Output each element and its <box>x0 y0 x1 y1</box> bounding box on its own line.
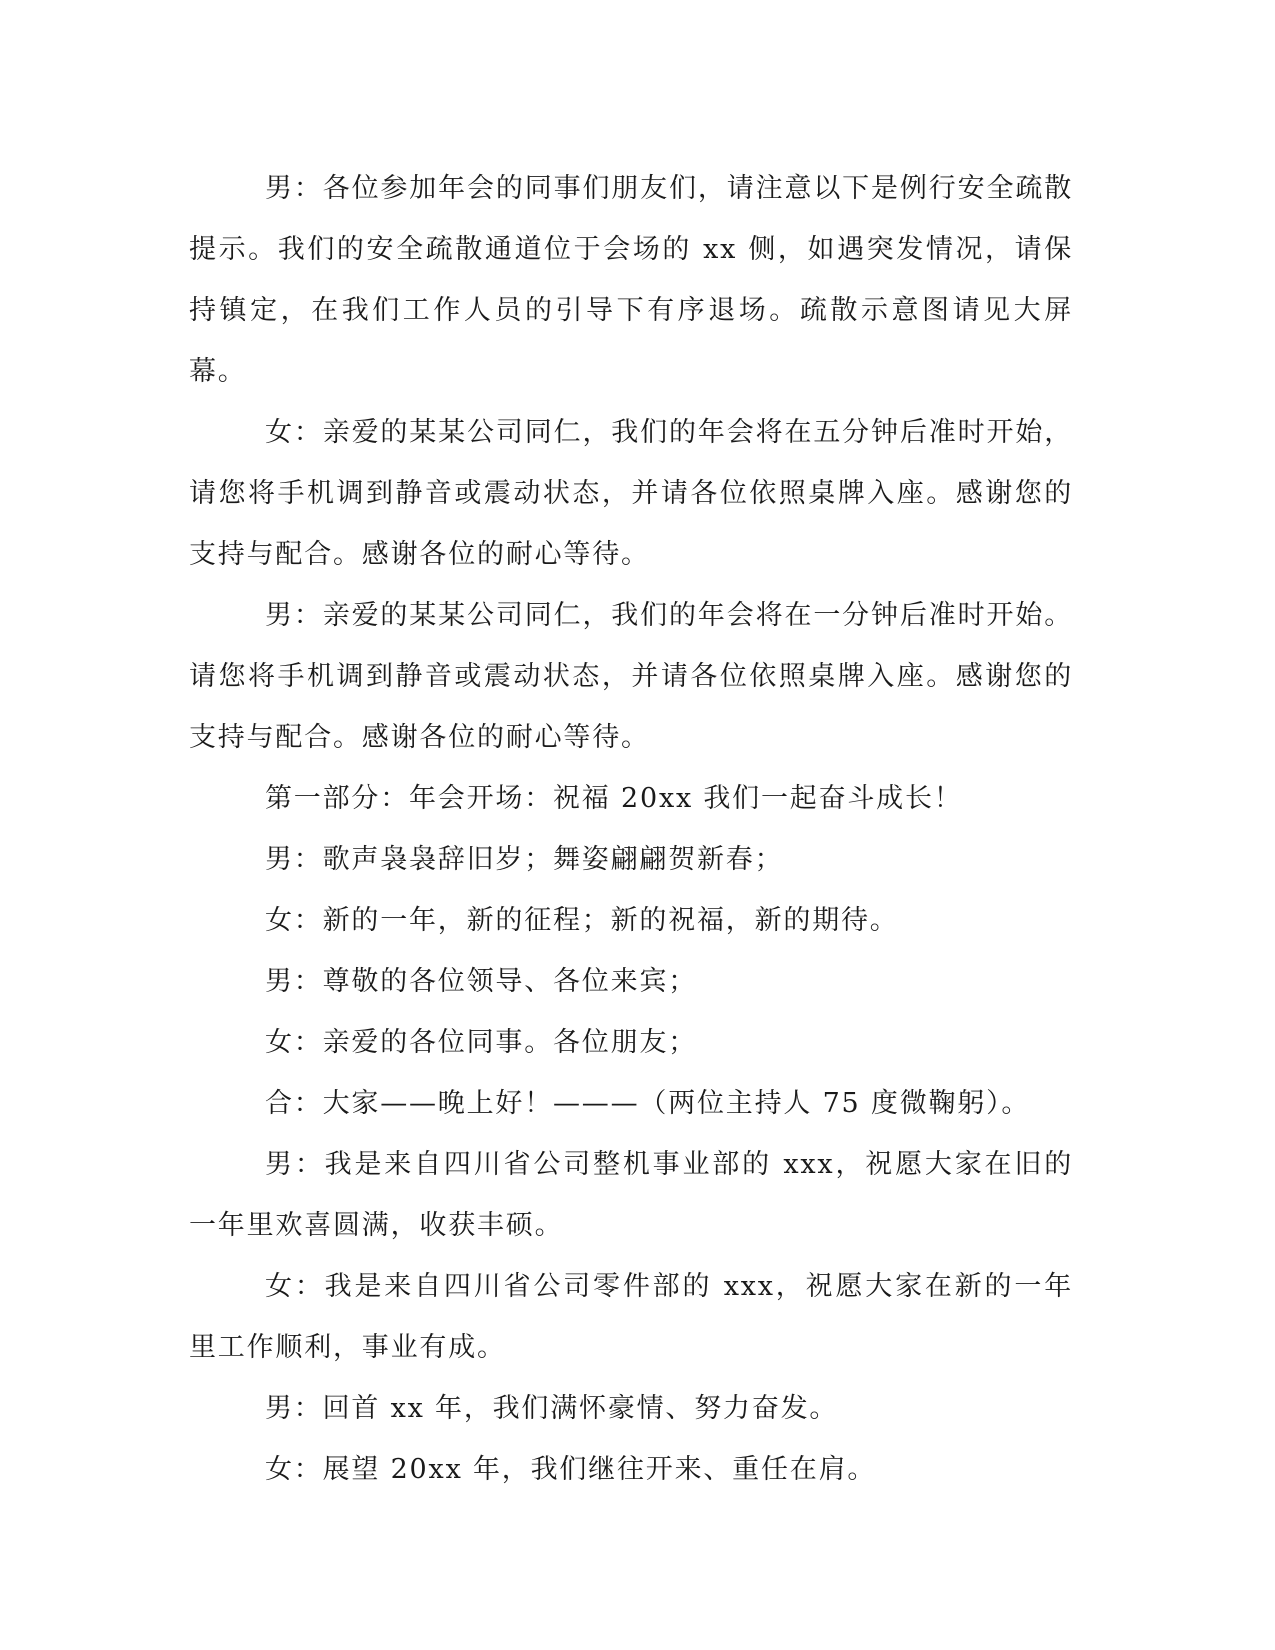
paragraph-male-intro: 男：我是来自四川省公司整机事业部的 xxx，祝愿大家在旧的一年里欢喜圆满，收获丰硕。 <box>189 1149 1073 1241</box>
section-heading-part-one: 第一部分：年会开场：祝福 20xx 我们一起奋斗成长！ <box>265 783 963 814</box>
paragraph-five-minute-notice: 女：亲爱的某某公司同仁，我们的年会将在五分钟后准时开始，请您将手机调到静音或震动状态，并请各位依照桌牌入座。感谢您的支持与配合。感谢各位的耐心等待。 <box>189 417 1073 570</box>
paragraph-female-line: 女：展望 20xx 年，我们继往开来、重任在肩。 <box>265 1454 877 1485</box>
paragraph-male-line: 男：歌声袅袅辞旧岁；舞姿翩翩贺新春； <box>265 844 784 875</box>
paragraph-female-line: 女：亲爱的各位同事。各位朋友； <box>265 1027 697 1058</box>
document-body <box>189 158 1073 1500</box>
paragraph-together-line: 合：大家——晚上好！———（两位主持人 75 度微鞠躬）。 <box>265 1088 1031 1119</box>
paragraph-male-line: 男：尊敬的各位领导、各位来宾； <box>265 966 697 997</box>
paragraph-male-line: 男：回首 xx 年，我们满怀豪情、努力奋发。 <box>265 1393 839 1424</box>
paragraph-female-line: 女：新的一年，新的征程；新的祝福，新的期待。 <box>265 905 899 936</box>
paragraph-female-intro: 女：我是来自四川省公司零件部的 xxx，祝愿大家在新的一年里工作顺利，事业有成。 <box>189 1271 1073 1363</box>
paragraph-safety-notice: 男：各位参加年会的同事们朋友们，请注意以下是例行安全疏散提示。我们的安全疏散通道位于会场的 xx 侧，如遇突发情况，请保持镇定，在我们工作人员的引导下有序退场。疏散示意图请见大屏幕。 <box>189 173 1073 387</box>
paragraph-one-minute-notice: 男：亲爱的某某公司同仁，我们的年会将在一分钟后准时开始。请您将手机调到静音或震动状态，并请各位依照桌牌入座。感谢您的支持与配合。感谢各位的耐心等待。 <box>189 600 1073 753</box>
